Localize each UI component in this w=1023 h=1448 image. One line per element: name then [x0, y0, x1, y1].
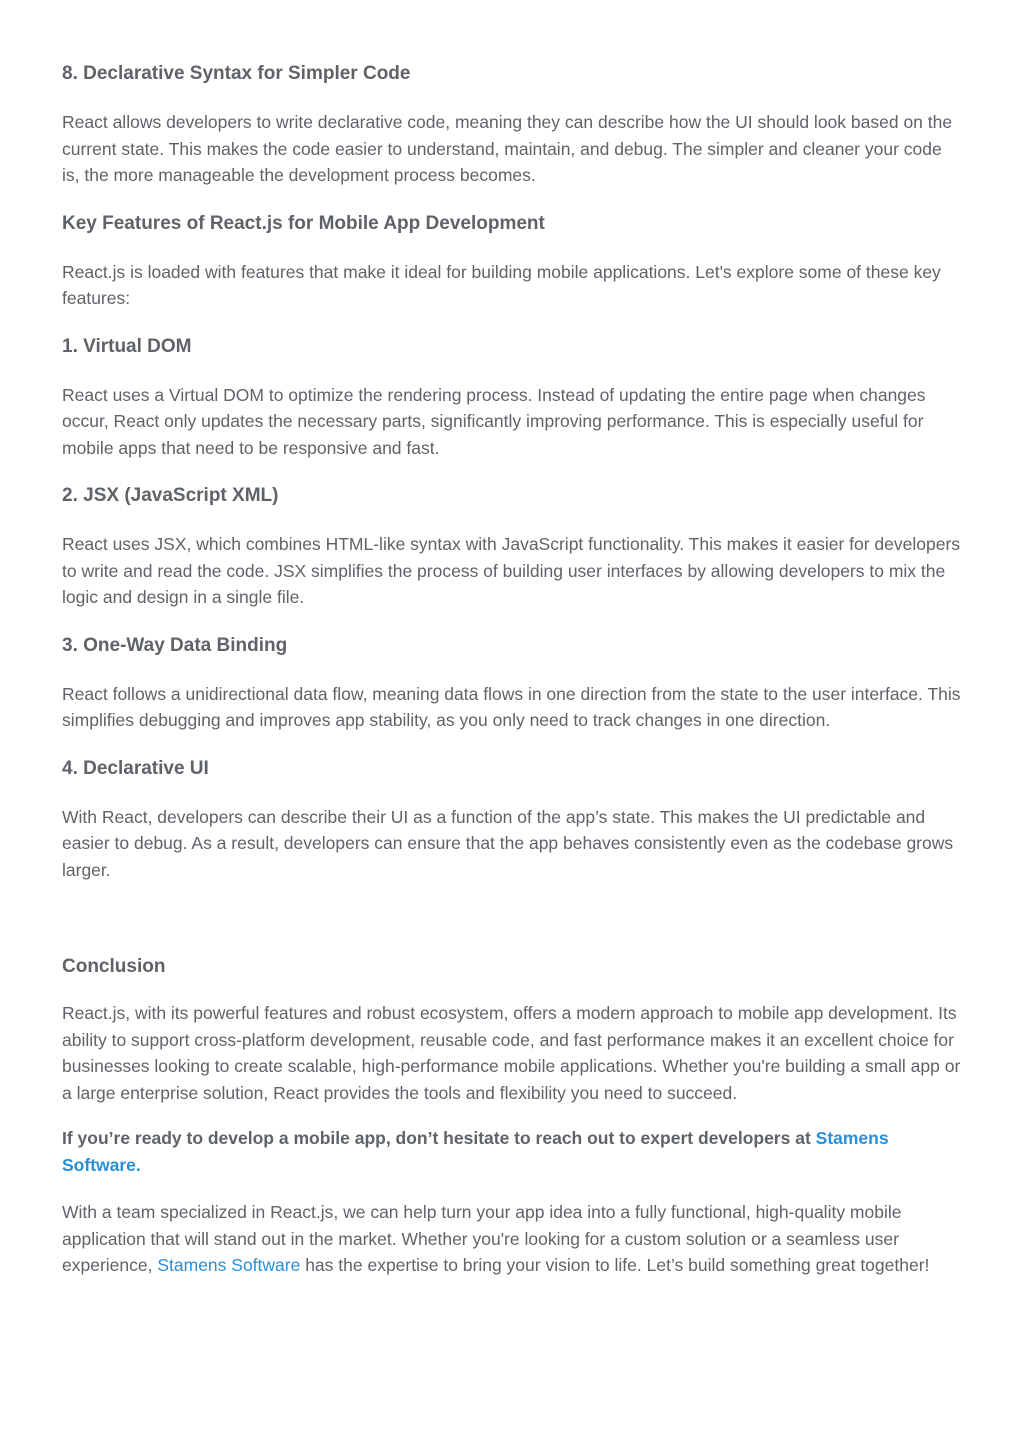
section-body-declarative-ui: With React, developers can describe their UI as a function of the app’s state. This makes the UI predictable and easier to debug. As a result, developers can ensure that the app behaves consistently even as the codebase grows larger. — [62, 806, 954, 880]
section-heading-jsx: 2. JSX (JavaScript XML) — [62, 485, 279, 506]
closing-paragraph — [62, 1199, 962, 1279]
section-heading-key-features: Key Features of React.js for Mobile App Development — [62, 212, 545, 234]
document-page — [62, 60, 962, 1279]
closing-text-before: With a team specialized in React.js, we can help turn your app idea into a fully functional, high-quality mobile application that will stand out in the market. Whether you're looking for a custom solution or a seamless user experience, — [62, 1202, 902, 1275]
section-heading-virtual-dom: 1. Virtual DOM — [62, 335, 192, 357]
conclusion-body: React.js, with its powerful features and robust ecosystem, offers a modern approach to mobile app development. Its ability to support cross-platform development, reusable code, and fast performance makes it an excellent choice for businesses looking to create scalable, high-performance mobile applications. Whether you're building a small app or a large enterprise solution, React provides the tools and flexibility you need to succeed. — [62, 1003, 961, 1103]
section-body-virtual-dom: React uses a Virtual DOM to optimize the rendering process. Instead of updating the entire page when changes occur, React only updates the necessary parts, significantly improving performance. This is especially useful for mobile apps that need to be responsive and fast. — [62, 384, 926, 458]
cta-text: If you’re ready to develop a mobile app, don’t hesitate to reach out to expert developers at — [62, 1128, 816, 1148]
closing-text-after: has the expertise to bring your vision to life. Let’s build something great together! — [300, 1255, 930, 1275]
section-body-jsx: React uses JSX, which combines HTML-like syntax with JavaScript functionality. This makes it easier for developers to write and read the code. JSX simplifies the process of building user interfaces by allowing developers to mix the logic and design in a single file. — [62, 534, 961, 607]
stamens-software-link[interactable]: Stamens Software. — [62, 1128, 889, 1175]
section-body-one-way-binding: React follows a unidirectional data flow, meaning data flows in one direction from the state to the user interface. This simplifies debugging and improves app stability, as you only need to track changes in one direction. — [62, 683, 961, 730]
section-heading-one-way-binding: 3. One-Way Data Binding — [62, 634, 288, 656]
conclusion-heading: Conclusion — [62, 956, 166, 977]
section-heading-declarative-syntax: 8. Declarative Syntax for Simpler Code — [62, 63, 411, 84]
call-to-action — [62, 1125, 962, 1178]
section-body-key-features: React.js is loaded with features that make it ideal for building mobile applications. Let's explore some of these key features: — [62, 261, 941, 308]
section-heading-declarative-ui: 4. Declarative UI — [62, 757, 209, 779]
section-body-declarative-syntax: React allows developers to write declarative code, meaning they can describe how the UI should look based on the current state. This makes the code easier to understand, maintain, and debug. The simpler and cleaner your code is, the more manageable the development process becomes. — [62, 112, 953, 185]
stamens-software-inline-link[interactable]: Stamens Software — [157, 1255, 301, 1275]
